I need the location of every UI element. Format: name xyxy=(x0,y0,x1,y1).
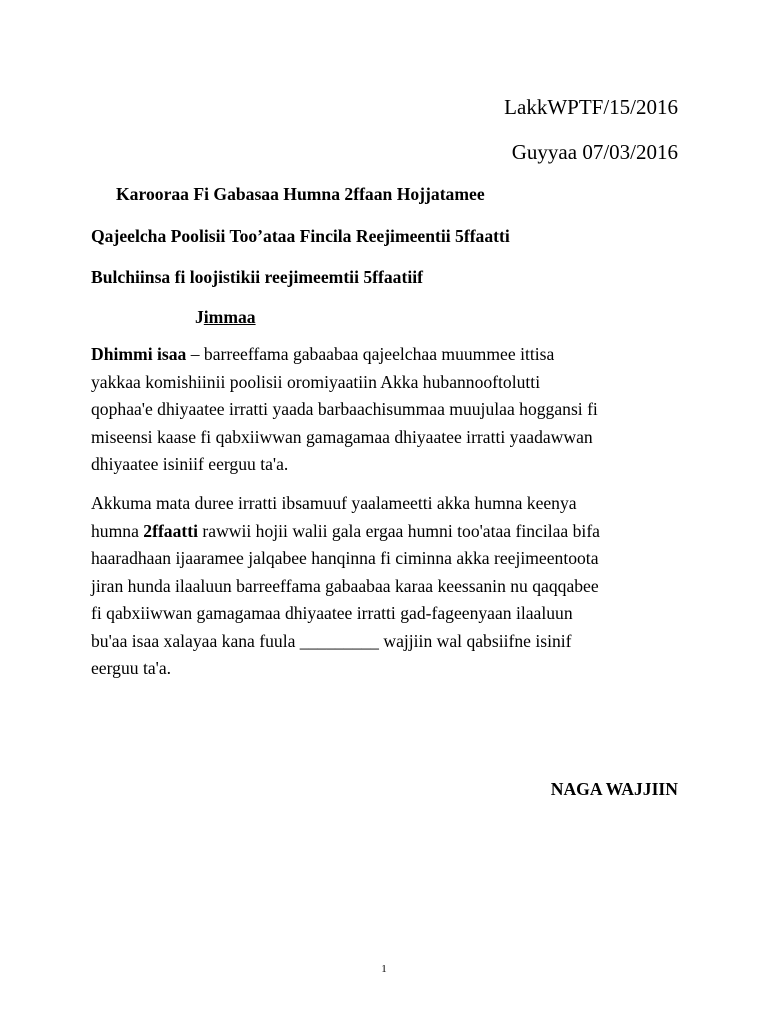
subject-label: Dhimmi isaa xyxy=(91,344,187,364)
body-line-2-bold: 2ffaatti xyxy=(143,520,199,541)
subject-line: yakkaa komishiinii poolisii oromiyaatiin Akka hubannooftolutti xyxy=(91,371,541,392)
subject-line: dhiyaatee isiniif eerguu ta'a. xyxy=(91,454,289,474)
body-line: bu'aa isaa xalayaa kana fuula _________ wajjiin wal qabsiifne isinif xyxy=(91,630,572,651)
subject-paragraph xyxy=(91,341,691,479)
body-line: Akkuma mata duree irratti ibsamuuf yaalameetti akka humna keenya xyxy=(91,493,577,513)
recipient-line-3: Bulchiinsa fi loojistikii reejimeemtii 5ffaatiif xyxy=(91,267,423,287)
date-line: Guyyaa 07/03/2016 xyxy=(511,140,678,164)
body-line-2-rest: rawwii hojii walii gala ergaa humni too'ataa fincilaa bifa xyxy=(198,520,600,541)
subject-line: qophaa'e dhiyaatee irratti yaada barbaachisummaa muujulaa hoggansi fi xyxy=(91,399,598,419)
recipient-location-underlined: immaa xyxy=(203,307,256,327)
subject-line-1 xyxy=(91,341,691,369)
body-paragraph xyxy=(91,490,691,683)
recipient-location xyxy=(195,306,256,328)
page-number: 1 xyxy=(381,963,387,975)
body-line: eerguu ta'a. xyxy=(91,658,172,678)
reference-number: LakkWPTF/15/2016 xyxy=(504,95,678,119)
recipient-line-1: Karooraa Fi Gabasaa Humna 2ffaan Hojjatamee xyxy=(116,184,485,204)
body-line: fi qabxiiwwan gamagamaa dhiyaatee irratti gad-fageenyaan ilaaluun xyxy=(91,603,573,623)
body-line-2-prefix: humna xyxy=(91,520,144,541)
body-line-2 xyxy=(91,518,691,546)
recipient-location-prefix: J xyxy=(195,307,204,327)
body-line: haaradhaan ijaaramee jalqabee hanqinna fi ciminna akka reejimeentoota xyxy=(91,548,599,568)
recipient-line-2: Qajeelcha Poolisii Too’ataa Fincila Reejimeentii 5ffaatti xyxy=(91,226,510,246)
body-line: jiran hunda ilaaluun barreeffama gabaabaa karaa keessanin nu qaqqabee xyxy=(91,575,599,596)
subject-text-start: – barreeffama gabaabaa qajeelchaa muummee ittisa xyxy=(186,344,555,364)
subject-line: miseensi kaase fi qabxiiwwan gamagamaa dhiyaatee irratti yaadawwan xyxy=(91,426,593,447)
signature-closing: NAGA WAJJIIN xyxy=(550,779,678,799)
